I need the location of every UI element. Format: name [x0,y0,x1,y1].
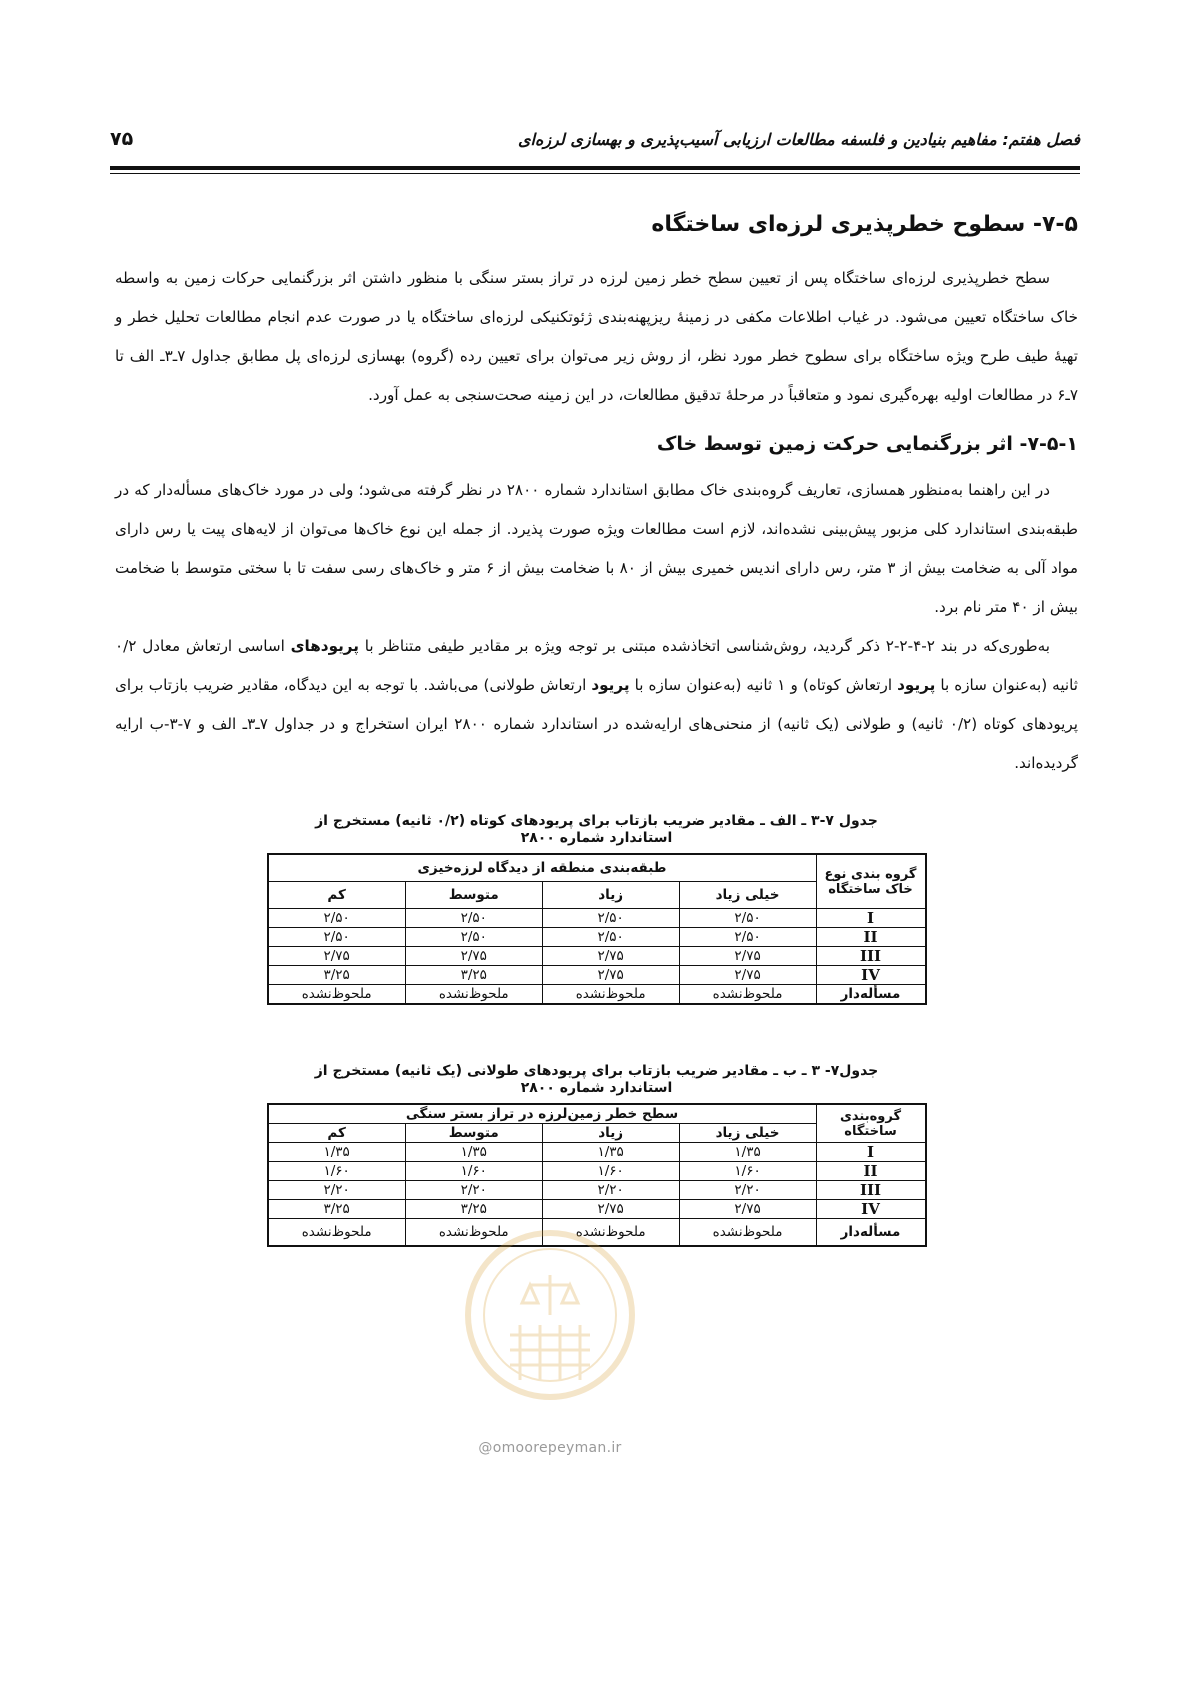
paragraph-text: به‌طوری‌که در بند ۲-۴-۲-۲ ذکر گردید، روش‌شناسی اتخاذشده مبتنی بر توجه ویژه بر مقادیر طیفی متناظر با [358,637,1050,655]
table2-column-header: خیلی زیاد [679,1124,816,1143]
table1-group-cell: مسأله‌دار [816,985,926,1005]
table-row [268,1181,926,1200]
table-cell: ملحوظ‌نشده [268,985,406,1005]
table-row [268,947,926,966]
table-cell: ۱/۶۰ [542,1162,679,1181]
table-cell: ۲/۲۰ [405,1181,542,1200]
table1-group-cell: I [816,909,926,928]
table-cell: ۱/۶۰ [268,1162,406,1181]
table2-column-header: متوسط [405,1124,542,1143]
table1-group-header: طبقه‌بندی منطقه از دیدگاه لرزه‌خیزی [268,854,817,882]
watermark-grid [510,1325,590,1380]
table-cell: ۲/۲۰ [542,1181,679,1200]
table-cell: ملحوظ‌نشده [542,985,679,1005]
table-row [268,928,926,947]
emphasis-text: پریود [897,676,936,694]
table-cell: ۲/۷۵ [679,947,816,966]
subsection-paragraph-1: در این راهنما به‌منظور همسازی، تعاریف گروه‌بندی خاک مطابق استاندارد شماره ۲۸۰۰ در نظر گرفته می‌شود؛ ولی در مورد خاک‌های مسأله‌دار که در طبقه‌بندی استاندارد کلی مزبور پیش‌بینی نشده‌اند، لازم است مطالعات ویژه صورت پذیرد. از جمله این نوع خاک‌ها می‌توان از لایه‌های پیت یا رس دارای مواد آلی به ضخامت بیش از ۳ متر، رس دارای اندیس خمیری بیش از ۸۰ با ضخامت بیش از ۶ متر و خاک‌های رسی سفت تا با سختی متوسط با ضخامت بیش از ۴۰ متر نام برد. [115,481,1078,616]
table2-column-header: کم [268,1124,406,1143]
page-header [110,128,1080,150]
table2-group-cell: I [816,1143,926,1162]
emphasis-text: پریود [591,676,630,694]
table-row [268,985,926,1005]
table2-group-cell: IV [816,1200,926,1219]
table-cell: ۱/۳۵ [679,1143,816,1162]
table-cell: ۲/۷۵ [268,947,406,966]
watermark-site: @omoorepeyman.ir [478,1440,622,1456]
table-cell: ۳/۲۵ [405,966,542,985]
table-cell: ۳/۲۵ [405,1200,542,1219]
table1-corner-header: گروه بندی نوع خاک ساختگاه [816,854,926,909]
watermark-inner-ring [484,1249,616,1381]
table-cell: ۲/۵۰ [405,928,542,947]
table1-group-cell: IV [816,966,926,985]
table-cell: ۲/۵۰ [268,909,406,928]
table-cell: ملحوظ‌نشده [268,1219,406,1247]
table-cell: ۲/۵۰ [679,928,816,947]
table2-caption: جدول۷- ۳ ـ ب ـ مقادیر ضریب بازتاب برای پریودهای طولانی (یک ثانیه) مستخرج از استاندارد شماره ۲۸۰۰ [314,1063,879,1096]
header-rule-thick [110,166,1080,170]
table1-column-header: خیلی زیاد [679,882,816,909]
table-row [268,909,926,928]
table-cell: ۲/۷۵ [542,966,679,985]
table-cell: ملحوظ‌نشده [679,985,816,1005]
table-cell: ملحوظ‌نشده [679,1219,816,1247]
table-row [268,1219,926,1247]
paragraph-text: اساسی ارتعاش معادل ۰/۲ ثانیه (به‌عنوان سازه با [115,637,1078,694]
table2-column-header: زیاد [542,1124,679,1143]
table-row [268,966,926,985]
table-cell: ۲/۲۰ [268,1181,406,1200]
table-cell: ملحوظ‌نشده [405,1219,542,1247]
table-cell: ۲/۵۰ [679,909,816,928]
table-row [268,1162,926,1181]
paragraph-text: ارتعاش کوتاه) و ۱ ثانیه (به‌عنوان سازه با [629,676,898,694]
table-cell: ملحوظ‌نشده [542,1219,679,1247]
header-rule-thin [110,173,1080,174]
table-cell: ۲/۵۰ [542,909,679,928]
table-cell: ۱/۶۰ [405,1162,542,1181]
table-cell: ۲/۲۰ [679,1181,816,1200]
table2 [267,1103,927,1247]
table-cell: ۱/۳۵ [268,1143,406,1162]
table1-column-header: زیاد [542,882,679,909]
section-paragraph: سطح خطرپذیری لرزه‌ای ساختگاه پس از تعیین سطح خطر زمین لرزه در تراز بستر سنگی با منظور داشتن اثر بزرگنمایی حرکات زمین به واسطه خاک ساختگاه تعیین می‌شود. در غیاب اطلاعات مکفی در زمینهٔ ریزپهنه‌بندی ژئوتکنیکی لرزه‌ای ساختگاه یا در صورت عدم انجام مطالعات تحلیل خطر و تهیهٔ طیف طرح ویژه ساختگاه برای سطوح خطر مورد نظر، از روش زیر می‌توان برای تعیین رده (گروه) بهسازی لرزه‌ای پل مطابق جداول ۷ـ۳ـ الف تا ۷ـ۶ در مطالعات اولیه بهره‌گیری نمود و متعاقباً در مرحلهٔ تدقیق مطالعات، در این زمینه صحت‌سنجی به عمل آورد. [115,269,1079,404]
table-cell: ۲/۷۵ [679,1200,816,1219]
table2-group-cell: مسأله‌دار [816,1219,926,1247]
table-cell: ۲/۵۰ [542,928,679,947]
table-cell: ۲/۷۵ [542,1200,679,1219]
table-cell: ۲/۷۵ [542,947,679,966]
table1-group-cell: III [816,947,926,966]
table-cell: ملحوظ‌نشده [405,985,542,1005]
table2-group-cell: III [816,1181,926,1200]
table1-column-header: متوسط [405,882,542,909]
table-cell: ۲/۷۵ [679,966,816,985]
table-row [268,1200,926,1219]
table-row [268,1143,926,1162]
table1-group-cell: II [816,928,926,947]
running-title: فصل هفتم: مفاهیم بنیادین و فلسفه مطالعات ارزیابی آسیب‌پذیری و بهسازی لرزه‌ای [517,129,1080,149]
table-cell: ۲/۵۰ [268,928,406,947]
subsection-title: ۷-۵-۱- اثر بزرگنمایی حرکت زمین توسط خاک [656,433,1078,455]
table-cell: ۱/۳۵ [405,1143,542,1162]
emphasis-text: پریودهای [290,637,359,655]
table2-group-header: سطح خطر زمین‌لرزه در تراز بستر سنگی [268,1104,817,1124]
table-cell: ۳/۲۵ [268,966,406,985]
section-title: ۷-۵- سطوح خطرپذیری لرزه‌ای ساختگاه [651,212,1078,237]
watermark-ring [468,1233,632,1397]
page-number: ۷۵ [110,128,134,150]
table2-corner-header: گروه‌بندی ساختگاه [816,1104,926,1143]
table-cell: ۳/۲۵ [268,1200,406,1219]
page-content [115,212,1078,1247]
paragraph-text: ارتعاش طولانی) می‌باشد. با توجه به این دیدگاه، مقادیر ضریب بازتاب برای پریودهای کوتاه (۰/۲ ثانیه) و طولانی (یک ثانیه) از منحنی‌های ارایه‌شده در استاندارد شماره ۲۸۰۰ ایران استخراج و در جداول ۷ـ۳ـ الف و ۷-۳-ب ارایه گردیده‌اند. [115,676,1079,772]
table-cell: ۱/۶۰ [679,1162,816,1181]
table1 [267,853,927,1005]
table-cell: ۲/۵۰ [405,909,542,928]
table1-column-header: کم [268,882,406,909]
table1-caption: جدول ۷-۳ ـ الف ـ مقادیر ضریب بازتاب برای پریودهای کوتاه (۰/۲ ثانیه) مستخرج از استاندارد شماره ۲۸۰۰ [315,813,878,846]
subsection-paragraph-2 [115,627,1078,783]
table-cell: ۲/۷۵ [405,947,542,966]
table-cell: ۱/۳۵ [542,1143,679,1162]
watermark-scales [522,1275,578,1315]
table2-group-cell: II [816,1162,926,1181]
